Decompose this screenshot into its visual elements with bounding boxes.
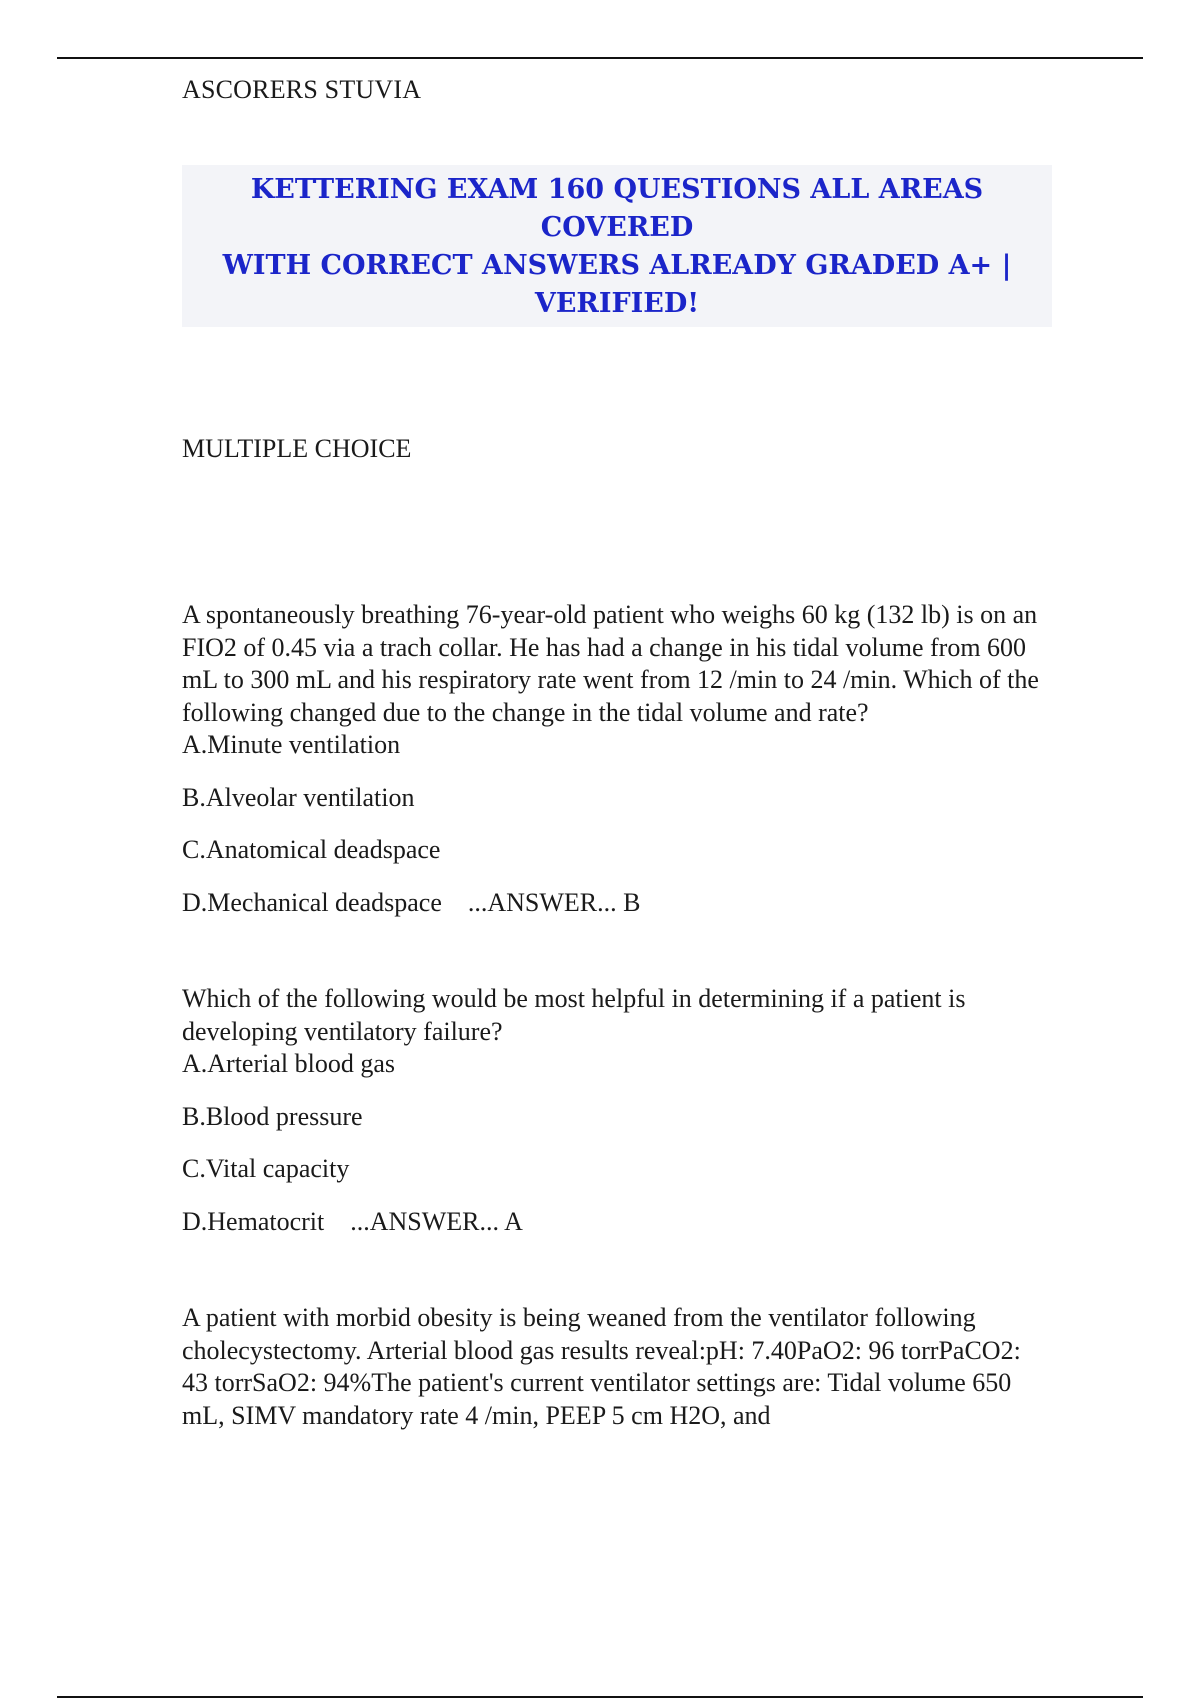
option-d-with-answer — [182, 887, 1052, 920]
option-c: C.Vital capacity — [182, 1154, 350, 1183]
answer-tag: ...ANSWER... A — [350, 1206, 523, 1236]
answer-tag: ...ANSWER... B — [467, 887, 641, 917]
section-label: MULTIPLE CHOICE — [182, 434, 412, 463]
title-line: KETTERING EXAM 160 QUESTIONS ALL AREAS COVERED — [250, 174, 984, 243]
question-text: A spontaneously breathing 76-year-old patient who weighs 60 kg (132 lb) is on an FIO2 of 0.45 via a trach collar. He has had a change in his tidal volume from 600 mL to 300 mL and his respiratory rate went from 12 /min to 24 /min. Which of the following changed due to the change in the tidal volume and rate? — [182, 600, 1039, 727]
option-d-with-answer — [182, 1206, 1052, 1239]
document-page — [182, 70, 1052, 1432]
option-b: B.Alveolar ventilation — [182, 782, 415, 812]
title-banner — [182, 165, 1052, 327]
option-b: B.Blood pressure — [182, 1101, 363, 1131]
option-c: C.Anatomical deadspace — [182, 835, 441, 864]
top-rule — [57, 57, 1143, 59]
option-d: D.Hematocrit — [182, 1206, 325, 1236]
option-a: A.Minute ventilation — [182, 730, 401, 759]
question-text: A patient with morbid obesity is being weaned from the ventilator following cholecystectomy. Arterial blood gas results reveal:pH: 7.40PaO2: 96 torrPaCO2: 43 torrSaO2: 94%The patient's current ventilator settings are: Tidal volume 650 mL, SIMV mandatory rate 4 /min, PEEP 5 cm H2O, and — [182, 1303, 1021, 1430]
question-2 — [182, 983, 1052, 1238]
title-line: WITH CORRECT ANSWERS ALREADY GRADED A+ | — [222, 250, 1012, 281]
bottom-rule — [57, 1696, 1143, 1698]
option-a: A.Arterial blood gas — [182, 1049, 396, 1078]
title-line: VERIFIED! — [534, 288, 700, 319]
question-text: Which of the following would be most helpful in determining if a patient is developing ventilatory failure? — [182, 984, 966, 1046]
source-header: ASCORERS STUVIA — [182, 75, 422, 104]
option-d: D.Mechanical deadspace — [182, 887, 442, 917]
document-title — [182, 171, 1052, 323]
question-1 — [182, 599, 1052, 919]
question-3 — [182, 1302, 1052, 1432]
